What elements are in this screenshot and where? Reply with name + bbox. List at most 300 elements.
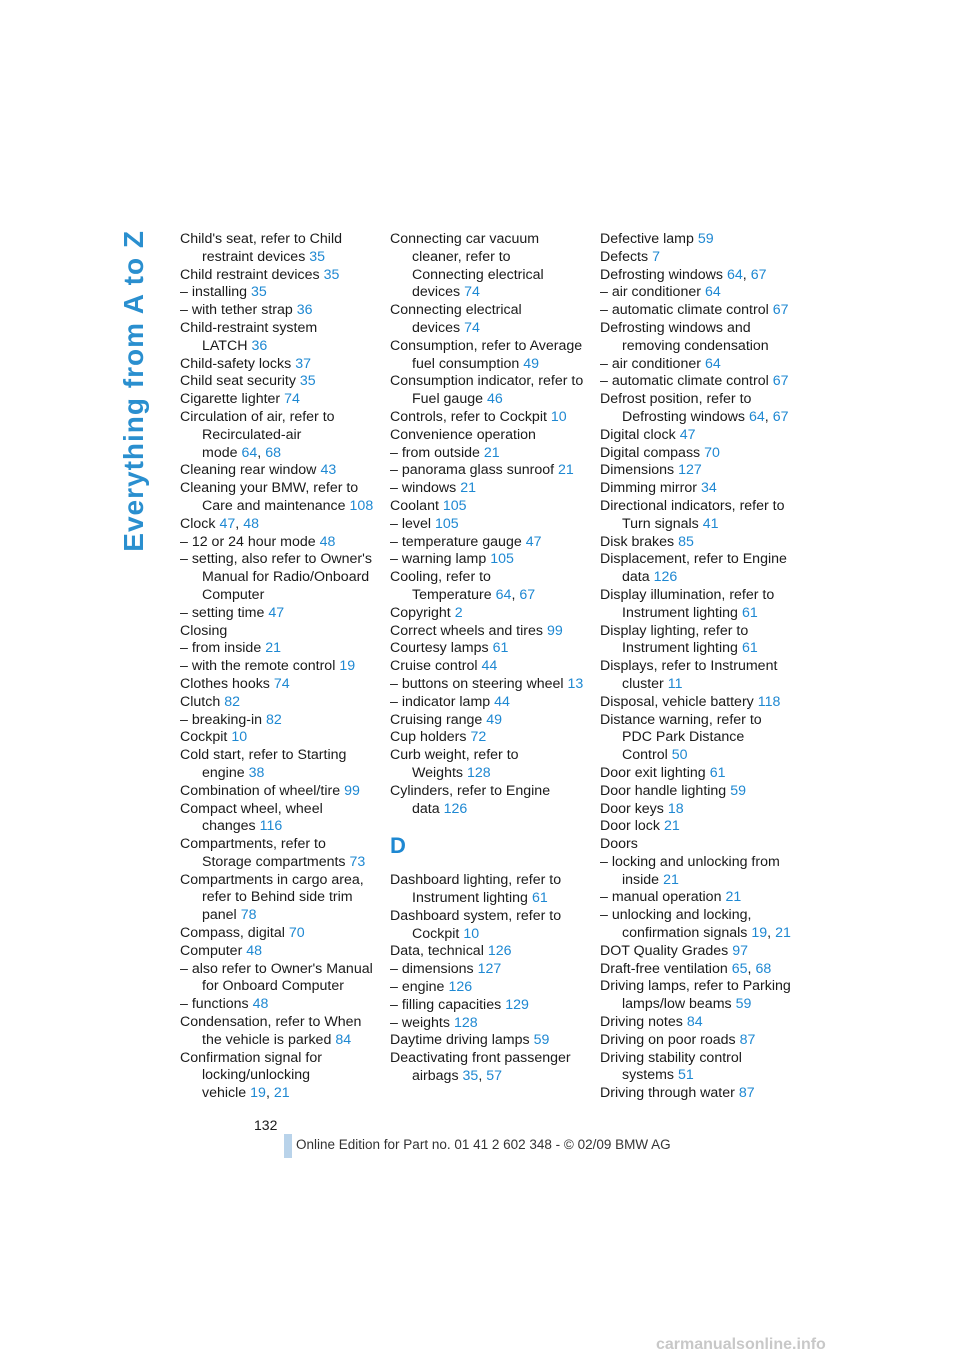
index-entry: – unlocking and locking, confirmation signals 19, 21 bbox=[600, 907, 791, 942]
index-entry bbox=[390, 302, 585, 338]
index-entry bbox=[600, 978, 795, 1014]
index-term: – setting time bbox=[180, 604, 265, 621]
page-reference-link[interactable]: 128 bbox=[453, 1014, 478, 1031]
index-entry bbox=[390, 997, 585, 1015]
index-entry bbox=[180, 480, 375, 516]
index-entry bbox=[600, 498, 795, 534]
index-entry bbox=[180, 356, 375, 374]
page-reference-link[interactable]: 64 bbox=[727, 266, 743, 283]
index-entry bbox=[600, 462, 795, 480]
page-reference-link[interactable]: 70 bbox=[704, 444, 720, 461]
index-entry bbox=[600, 356, 795, 374]
page-reference-link[interactable]: 47 bbox=[679, 426, 696, 443]
index-entry: Defrosting windows 64, 67 bbox=[600, 266, 767, 283]
index-entry bbox=[600, 889, 795, 907]
page-reference-link[interactable]: 126 bbox=[443, 800, 468, 817]
index-term: Clock bbox=[180, 515, 216, 532]
page-reference-link[interactable]: 61 bbox=[741, 604, 758, 621]
index-entry bbox=[390, 373, 585, 409]
page-reference-link[interactable]: 47 bbox=[525, 533, 542, 550]
index-entry bbox=[180, 712, 375, 730]
page-reference-link[interactable]: 82 bbox=[266, 711, 282, 728]
index-entry bbox=[600, 480, 795, 498]
index-entry bbox=[600, 231, 795, 249]
index-term: – panorama glass sunroof bbox=[390, 462, 555, 479]
index-entry bbox=[180, 872, 375, 925]
index-entry bbox=[180, 640, 375, 658]
index-entry bbox=[600, 587, 795, 623]
page-reference-link[interactable]: 21 bbox=[663, 818, 680, 835]
page-reference-link[interactable]: 97 bbox=[732, 942, 749, 959]
page-reference-link[interactable]: 68 bbox=[265, 444, 282, 461]
index-term: Driving lamps, refer to Parking lamps/low beams bbox=[600, 978, 791, 1013]
side-title: Everything from A to Z bbox=[118, 230, 149, 552]
index-term: Deactivating front passenger airbags bbox=[390, 1050, 571, 1085]
index-term: Child's seat, refer to Child restraint devices bbox=[180, 231, 342, 265]
index-term: Driving through water bbox=[600, 1085, 735, 1102]
index-term: – level bbox=[390, 515, 432, 532]
index-term: – weights bbox=[390, 1014, 450, 1031]
index-term: Closing bbox=[180, 622, 228, 639]
page-reference-link[interactable]: 21 bbox=[460, 480, 477, 497]
page-reference-link[interactable]: 48 bbox=[319, 533, 336, 550]
index-term: Door handle lighting bbox=[600, 782, 727, 799]
index-term: Child-safety locks bbox=[180, 355, 292, 372]
index-term: Compartments, refer to Storage compartments bbox=[180, 836, 346, 870]
index-term: – with tether strap bbox=[180, 302, 293, 319]
page-reference-link[interactable]: 105 bbox=[490, 551, 514, 568]
index-term: – automatic climate control bbox=[600, 302, 769, 319]
index-entry bbox=[180, 694, 375, 712]
index-term: Displays, refer to Instrument cluster bbox=[600, 658, 778, 692]
index-entry bbox=[180, 391, 375, 409]
page-reference-link[interactable]: 49 bbox=[486, 711, 503, 728]
index-entry bbox=[390, 712, 585, 730]
page-reference-link[interactable]: 13 bbox=[567, 675, 584, 692]
index-column-1 bbox=[180, 231, 375, 1103]
index-term: – filling capacities bbox=[390, 996, 502, 1013]
index-entry bbox=[600, 302, 795, 320]
page-reference-link[interactable]: 70 bbox=[288, 925, 305, 942]
page-reference-link[interactable]: 127 bbox=[477, 961, 502, 978]
index-term: Disk brakes bbox=[600, 533, 675, 550]
index-term: – indicator lamp bbox=[390, 693, 491, 710]
page-reference-link[interactable]: 36 bbox=[251, 337, 268, 354]
index-term: Curb weight, refer to Weights bbox=[390, 747, 519, 781]
index-entry bbox=[180, 373, 375, 391]
page-reference-link[interactable]: 18 bbox=[667, 800, 684, 817]
index-term: Child restraint devices bbox=[180, 266, 320, 283]
page-reference-link[interactable]: 67 bbox=[750, 266, 767, 283]
index-entry bbox=[390, 338, 585, 374]
index-entry bbox=[180, 943, 375, 961]
page-reference-link[interactable]: 67 bbox=[519, 586, 536, 603]
index-term: Child seat security bbox=[180, 373, 296, 390]
index-entry bbox=[180, 747, 375, 783]
page-reference-link[interactable]: 64 bbox=[704, 284, 721, 301]
index-entry bbox=[390, 908, 585, 944]
index-term: – with the remote control bbox=[180, 658, 336, 675]
page-reference-link[interactable]: 10 bbox=[463, 925, 480, 942]
page-reference-link[interactable]: 72 bbox=[470, 729, 487, 746]
index-entry: Deactivating front passenger airbags 35, 57 bbox=[390, 1050, 571, 1085]
index-term: Consumption, refer to Average fuel consumption bbox=[390, 337, 583, 372]
page-reference-link[interactable]: 68 bbox=[755, 960, 772, 977]
index-entry bbox=[390, 623, 585, 641]
index-entry bbox=[390, 551, 585, 569]
index-term: – windows bbox=[390, 480, 457, 497]
index-term: Door exit lighting bbox=[600, 764, 706, 781]
page-reference-link[interactable]: 64 bbox=[749, 408, 765, 425]
index-entry bbox=[600, 658, 795, 694]
page-number: 132 bbox=[254, 1117, 278, 1133]
index-term: Display lighting, refer to Instrument lighting bbox=[600, 622, 749, 657]
page-reference-link[interactable]: 38 bbox=[248, 764, 265, 781]
index-term: Clothes hooks bbox=[180, 675, 270, 692]
index-entry bbox=[180, 623, 375, 641]
index-term: Courtesy lamps bbox=[390, 640, 489, 657]
page-reference-link[interactable]: 21 bbox=[273, 1085, 290, 1102]
index-term: Cockpit bbox=[180, 729, 228, 746]
index-term: – installing bbox=[180, 284, 248, 301]
page-reference-link[interactable]: 2 bbox=[454, 604, 463, 621]
index-term: Cruise control bbox=[390, 658, 478, 675]
index-entry bbox=[600, 1032, 795, 1050]
index-term: Cooling, refer to Temperature bbox=[390, 569, 492, 603]
index-term: Door lock bbox=[600, 818, 660, 835]
index-term: – from inside bbox=[180, 640, 262, 657]
page-reference-link[interactable]: 19 bbox=[751, 925, 768, 942]
index-column-3 bbox=[600, 231, 795, 1103]
index-term: – unlocking and locking, confirmation signals bbox=[600, 907, 752, 942]
index-entry bbox=[390, 676, 585, 694]
index-term: Cleaning your BMW, refer to Care and maintenance bbox=[180, 480, 359, 514]
page-reference-link[interactable]: 44 bbox=[481, 658, 498, 675]
page-reference-link[interactable]: 49 bbox=[523, 355, 540, 372]
index-entry: Cooling, refer to Temperature 64, 67 bbox=[390, 569, 536, 603]
page-reference-link[interactable]: 74 bbox=[464, 319, 480, 336]
index-entry bbox=[600, 1014, 795, 1032]
page-reference-link[interactable]: 64 bbox=[241, 444, 258, 461]
index-entry bbox=[390, 480, 585, 498]
index-term: Digital compass bbox=[600, 444, 701, 461]
index-term: Defrosting windows bbox=[600, 266, 724, 283]
index-entry bbox=[390, 498, 585, 516]
index-entry bbox=[180, 605, 375, 623]
index-entry bbox=[180, 302, 375, 320]
page-reference-link[interactable]: 46 bbox=[487, 391, 503, 408]
index-term: Clutch bbox=[180, 693, 221, 710]
index-term: – breaking-in bbox=[180, 711, 263, 728]
index-entry bbox=[180, 551, 375, 604]
index-entry bbox=[180, 231, 375, 267]
index-entry bbox=[600, 836, 795, 854]
index-entry: Confirmation signal for locking/unlocking vehicle 19, 21 bbox=[180, 1049, 322, 1102]
index-entry bbox=[390, 605, 585, 623]
index-term: Cold start, refer to Starting engine bbox=[180, 747, 347, 781]
index-entry: Draft-free ventilation 65, 68 bbox=[600, 960, 772, 977]
index-term: Confirmation signal for locking/unlocking vehicle bbox=[180, 1049, 322, 1102]
section-letter: D bbox=[390, 833, 406, 859]
index-term: Connecting car vacuum cleaner, refer to Connecting electrical devices bbox=[390, 231, 544, 301]
page-reference-link[interactable]: 99 bbox=[546, 622, 563, 639]
page-reference-link[interactable]: 108 bbox=[349, 497, 374, 514]
index-term: – temperature gauge bbox=[390, 533, 522, 550]
index-term: – automatic climate control bbox=[600, 373, 769, 390]
index-term: Dashboard lighting, refer to Instrument lighting bbox=[390, 872, 562, 907]
index-entry bbox=[600, 854, 795, 890]
page-reference-link[interactable]: 99 bbox=[344, 782, 360, 799]
page-reference-link[interactable]: 82 bbox=[224, 693, 240, 710]
page-reference-link[interactable]: 73 bbox=[349, 853, 366, 870]
index-entry bbox=[600, 1050, 795, 1086]
index-entry bbox=[180, 925, 375, 943]
page-reference-link[interactable]: 21 bbox=[558, 462, 574, 479]
page-reference-link[interactable]: 116 bbox=[259, 818, 283, 835]
page-reference-link[interactable]: 126 bbox=[448, 979, 473, 996]
index-term: Cleaning rear window bbox=[180, 462, 317, 479]
page-reference-link[interactable]: 74 bbox=[284, 391, 300, 408]
page-reference-link[interactable]: 61 bbox=[741, 640, 758, 657]
index-term: Daytime driving lamps bbox=[390, 1032, 530, 1049]
index-entry bbox=[600, 712, 795, 765]
index-entry bbox=[600, 943, 795, 961]
index-entry bbox=[180, 729, 375, 747]
index-term: Compact wheel, wheel changes bbox=[180, 800, 323, 835]
index-entry bbox=[180, 783, 375, 801]
index-term: Defects bbox=[600, 248, 649, 265]
index-entry bbox=[180, 320, 375, 356]
page-reference-link[interactable]: 50 bbox=[671, 747, 688, 764]
index-entry bbox=[180, 267, 375, 285]
page-reference-link[interactable]: 34 bbox=[700, 480, 717, 497]
page-reference-link[interactable]: 48 bbox=[246, 942, 263, 959]
page-reference-link[interactable]: 59 bbox=[730, 782, 746, 799]
index-entry: Circulation of air, refer to Recirculated-air mode 64, 68 bbox=[180, 408, 335, 461]
page-reference-link[interactable]: 41 bbox=[702, 515, 719, 532]
index-term: – dimensions bbox=[390, 961, 474, 978]
index-entry bbox=[600, 284, 795, 302]
page-reference-link[interactable]: 64 bbox=[704, 355, 721, 372]
page-reference-link[interactable]: 126 bbox=[653, 569, 678, 586]
index-term: DOT Quality Grades bbox=[600, 942, 729, 959]
page-reference-link[interactable]: 35 bbox=[462, 1068, 479, 1085]
page-reference-link[interactable]: 7 bbox=[652, 248, 660, 265]
page-reference-link[interactable]: 87 bbox=[738, 1085, 755, 1102]
index-term: – from outside bbox=[390, 444, 480, 461]
index-term: Driving on poor roads bbox=[600, 1031, 736, 1048]
index-term: Draft-free ventilation bbox=[600, 960, 728, 977]
page-reference-link[interactable]: 48 bbox=[243, 515, 259, 532]
page-reference-link[interactable]: 64 bbox=[495, 586, 512, 603]
index-term: Defrosting windows and removing condensation bbox=[600, 319, 769, 354]
index-entry bbox=[390, 961, 585, 979]
page-reference-link[interactable]: 21 bbox=[725, 889, 742, 906]
page-reference-link[interactable]: 47 bbox=[219, 515, 236, 532]
page-reference-link[interactable]: 85 bbox=[678, 533, 694, 550]
index-term: Cylinders, refer to Engine data bbox=[390, 782, 551, 817]
page-reference-link[interactable]: 105 bbox=[442, 497, 467, 514]
index-term: – air conditioner bbox=[600, 284, 701, 301]
index-term: – manual operation bbox=[600, 889, 722, 906]
page-reference-link[interactable]: 10 bbox=[231, 729, 248, 746]
index-term: Defrost position, refer to Defrosting windows bbox=[600, 391, 752, 425]
page-reference-link[interactable]: 105 bbox=[435, 515, 459, 532]
index-term: Coolant bbox=[390, 497, 439, 514]
index-term: Correct wheels and tires bbox=[390, 622, 543, 639]
page-reference-link[interactable]: 67 bbox=[772, 408, 789, 425]
index-term: Connecting electrical devices bbox=[390, 302, 522, 336]
index-term: – setting, also refer to Owner's Manual for Radio/Onboard Computer bbox=[180, 551, 372, 603]
footer-accent-bar bbox=[284, 1134, 292, 1158]
index-term: Circulation of air, refer to Recirculated-air mode bbox=[180, 408, 335, 461]
index-entry bbox=[180, 996, 375, 1014]
index-entry bbox=[390, 783, 585, 819]
page-reference-link[interactable]: 128 bbox=[467, 764, 491, 781]
page-reference-link[interactable]: 59 bbox=[735, 996, 752, 1013]
index-term: Doors bbox=[600, 836, 638, 853]
page-reference-link[interactable]: 61 bbox=[709, 764, 726, 781]
page-reference-link[interactable]: 59 bbox=[697, 231, 714, 247]
index-entry bbox=[390, 1015, 585, 1033]
page-reference-link[interactable]: 67 bbox=[772, 373, 789, 390]
index-term: Compartments in cargo area, refer to Behind side trim panel bbox=[180, 871, 364, 924]
index-term: Driving notes bbox=[600, 1014, 683, 1031]
index-entry bbox=[180, 1014, 375, 1050]
index-term: Door keys bbox=[600, 800, 664, 817]
index-entry bbox=[390, 872, 585, 908]
page-reference-link[interactable]: 21 bbox=[775, 925, 791, 942]
index-entry bbox=[390, 409, 585, 427]
index-term: Combination of wheel/tire bbox=[180, 782, 341, 799]
index-term: – 12 or 24 hour mode bbox=[180, 533, 316, 550]
index-entry bbox=[390, 516, 585, 534]
index-entry bbox=[390, 231, 585, 302]
index-entry bbox=[390, 729, 585, 747]
index-entry bbox=[600, 249, 795, 267]
page-reference-link[interactable]: 35 bbox=[323, 266, 340, 283]
index-entry bbox=[180, 462, 375, 480]
index-entry bbox=[600, 445, 795, 463]
page-reference-link[interactable]: 19 bbox=[250, 1085, 266, 1102]
index-entry bbox=[600, 783, 795, 801]
index-entry: Defrost position, refer to Defrosting windows 64, 67 bbox=[600, 391, 789, 425]
index-entry bbox=[600, 320, 795, 356]
index-column-2 bbox=[390, 231, 585, 1086]
index-term: Copyright bbox=[390, 604, 451, 621]
index-term: – buttons on steering wheel bbox=[390, 675, 564, 692]
page-reference-link[interactable]: 19 bbox=[339, 658, 356, 675]
page-reference-link[interactable]: 118 bbox=[757, 693, 781, 710]
index-entry bbox=[390, 979, 585, 997]
index-term: Driving stability control systems bbox=[600, 1049, 742, 1084]
page-reference-link[interactable]: 35 bbox=[299, 373, 316, 390]
index-entry bbox=[390, 694, 585, 712]
page-reference-link[interactable]: 129 bbox=[505, 996, 529, 1013]
index-entry bbox=[600, 373, 795, 391]
page-reference-link[interactable]: 37 bbox=[295, 355, 311, 372]
page-reference-link[interactable]: 84 bbox=[686, 1014, 703, 1031]
index-entry bbox=[180, 534, 375, 552]
index-term: – engine bbox=[390, 979, 445, 996]
index-term: – warning lamp bbox=[390, 551, 487, 568]
index-entry bbox=[600, 623, 795, 659]
page-reference-link[interactable]: 59 bbox=[533, 1032, 550, 1049]
page-reference-link[interactable]: 84 bbox=[335, 1031, 352, 1048]
index-term: Disposal, vehicle battery bbox=[600, 693, 754, 710]
index-term: Condensation, refer to When the vehicle is parked bbox=[180, 1014, 362, 1048]
index-term: Distance warning, refer to PDC Park Distance Control bbox=[600, 711, 762, 764]
index-entry bbox=[600, 801, 795, 819]
watermark: carmanualsonline.info bbox=[656, 1336, 826, 1353]
index-term: Cigarette lighter bbox=[180, 391, 281, 408]
page-reference-link[interactable]: 87 bbox=[739, 1031, 756, 1048]
page-reference-link[interactable]: 61 bbox=[531, 890, 548, 907]
page-reference-link[interactable]: 35 bbox=[251, 284, 267, 301]
index-term: Displacement, refer to Engine data bbox=[600, 551, 787, 586]
index-entry bbox=[390, 534, 585, 552]
page-reference-link[interactable]: 57 bbox=[486, 1068, 503, 1085]
index-term: Data, technical bbox=[390, 943, 484, 960]
page-reference-link[interactable]: 10 bbox=[550, 408, 567, 425]
index-term: Convenience operation bbox=[390, 426, 536, 443]
page-reference-link[interactable]: 51 bbox=[678, 1067, 694, 1084]
page-reference-link[interactable]: 44 bbox=[494, 693, 510, 710]
page-reference-link[interactable]: 74 bbox=[464, 284, 480, 301]
index-entry bbox=[180, 961, 375, 997]
index-term: Cup holders bbox=[390, 729, 467, 746]
page-reference-link[interactable]: 61 bbox=[492, 640, 509, 657]
index-term: Defective lamp bbox=[600, 231, 694, 247]
index-term: – functions bbox=[180, 996, 249, 1013]
page-reference-link[interactable]: 21 bbox=[663, 871, 679, 888]
page-reference-link[interactable]: 21 bbox=[483, 444, 500, 461]
page-reference-link[interactable]: 65 bbox=[731, 960, 748, 977]
index-term: Dimming mirror bbox=[600, 480, 697, 497]
page-reference-link[interactable]: 126 bbox=[487, 943, 512, 960]
index-entry bbox=[600, 1085, 795, 1103]
index-entry bbox=[390, 1032, 585, 1050]
page-reference-link[interactable]: 11 bbox=[667, 675, 683, 692]
page-reference-link[interactable]: 21 bbox=[265, 640, 281, 657]
page-reference-link[interactable]: 36 bbox=[296, 302, 313, 319]
page-reference-link[interactable]: 47 bbox=[268, 604, 285, 621]
page-reference-link[interactable]: 43 bbox=[320, 462, 337, 479]
page-reference-link[interactable]: 74 bbox=[273, 675, 290, 692]
page-reference-link[interactable]: 67 bbox=[772, 302, 789, 319]
index-entry bbox=[600, 427, 795, 445]
index-entry bbox=[390, 640, 585, 658]
footer-edition-text: Online Edition for Part no. 01 41 2 602 348 - © 02/09 BMW AG bbox=[296, 1137, 671, 1152]
index-entry bbox=[600, 694, 795, 712]
index-entry: Clock 47, 48 bbox=[180, 515, 259, 532]
page-reference-link[interactable]: 35 bbox=[309, 248, 326, 265]
index-entry bbox=[390, 445, 585, 463]
page-reference-link[interactable]: 48 bbox=[252, 996, 269, 1013]
index-entry bbox=[180, 836, 375, 872]
page-reference-link[interactable]: 78 bbox=[240, 907, 257, 924]
index-entry bbox=[180, 676, 375, 694]
index-entry bbox=[180, 284, 375, 302]
index-term: Child-restraint system LATCH bbox=[180, 319, 318, 354]
index-term: Consumption indicator, refer to Fuel gauge bbox=[390, 373, 584, 408]
index-term: Cruising range bbox=[390, 711, 483, 728]
index-entry bbox=[180, 658, 375, 676]
index-term: Directional indicators, refer to Turn signals bbox=[600, 497, 785, 532]
index-entry bbox=[390, 943, 585, 961]
index-term: Computer bbox=[180, 942, 243, 959]
page-reference-link[interactable]: 127 bbox=[678, 462, 702, 479]
